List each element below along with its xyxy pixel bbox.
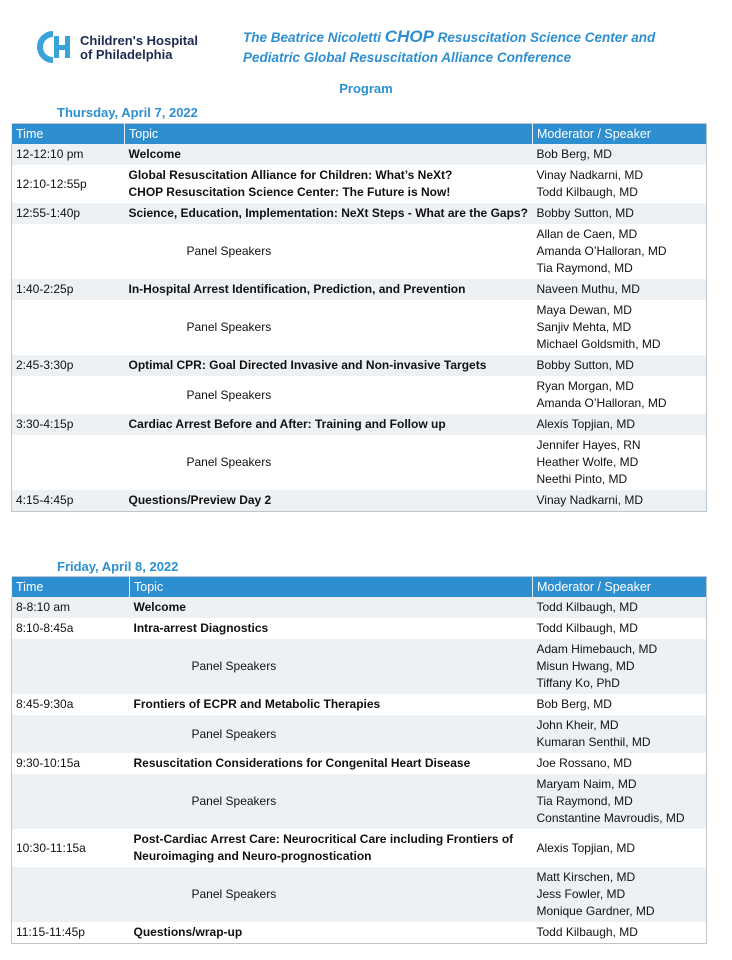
session-time bbox=[12, 435, 125, 490]
session-speakers: Adam Himebauch, MD Misun Hwang, MD Tiffany Ko, PhD bbox=[533, 639, 707, 694]
day-label: Friday, April 8, 2022 bbox=[57, 559, 179, 574]
session-topic: Welcome bbox=[125, 144, 533, 165]
session-row bbox=[12, 355, 707, 376]
panel-row bbox=[12, 376, 707, 414]
panel-label: Panel Speakers bbox=[186, 244, 272, 258]
table-header bbox=[12, 124, 707, 145]
session-time: 12:10-12:55p bbox=[16, 176, 87, 191]
session-time: 8:10-8:45a bbox=[16, 621, 74, 635]
schedule-table bbox=[11, 576, 707, 944]
panel-row bbox=[12, 639, 707, 694]
session-time bbox=[12, 867, 130, 922]
session-time: 9:30-10:15a bbox=[16, 756, 81, 770]
session-time: 4:15-4:45p bbox=[12, 490, 125, 511]
session-topic: Resuscitation Considerations for Congenital Heart Disease bbox=[133, 756, 471, 770]
session-topic: Questions/wrap-up bbox=[133, 924, 243, 939]
session-time bbox=[12, 715, 130, 753]
speaker-header: Moderator / Speaker bbox=[533, 124, 707, 145]
conference-title bbox=[243, 27, 703, 68]
session-topic: In-Hospital Arrest Identification, Prediction, and Prevention bbox=[125, 279, 533, 300]
session-topic: Frontiers of ECPR and Metabolic Therapies bbox=[133, 697, 381, 711]
session-topic: Intra-arrest Diagnostics bbox=[133, 621, 269, 635]
session-topic: Global Resuscitation Alliance for Children: What’s NeXt? CHOP Resuscitation Science Center: The Future is Now! bbox=[128, 168, 453, 199]
panel-label: Panel Speakers bbox=[130, 639, 533, 694]
panel-row bbox=[12, 224, 707, 279]
session-speakers: Joe Rossano, MD bbox=[536, 756, 632, 770]
logo-line1: Children's Hospital bbox=[80, 33, 198, 48]
session-time: 3:30-4:15p bbox=[12, 414, 125, 435]
session-row bbox=[12, 753, 707, 774]
session-speakers: Jennifer Hayes, RN Heather Wolfe, MD Neethi Pinto, MD bbox=[536, 438, 641, 486]
session-time bbox=[12, 639, 130, 694]
session-row bbox=[12, 203, 707, 224]
session-topic: Questions/Preview Day 2 bbox=[125, 490, 533, 511]
session-speakers: Todd Kilbaugh, MD bbox=[533, 597, 707, 618]
session-topic: Science, Education, Implementation: NeXt Steps - What are the Gaps? bbox=[125, 203, 533, 224]
panel-label: Panel Speakers bbox=[130, 715, 533, 753]
time-header: Time bbox=[12, 577, 130, 598]
session-topic: Post-Cardiac Arrest Care: Neurocritical Care including Frontiers of Neuroimaging and Neuro-prognostication bbox=[133, 832, 514, 863]
session-speakers: John Kheir, MD Kumaran Senthil, MD bbox=[533, 715, 707, 753]
session-speakers: Maryam Naim, MD Tia Raymond, MD Constantine Mavroudis, MD bbox=[533, 774, 707, 829]
panel-row bbox=[12, 715, 707, 753]
session-row bbox=[12, 597, 707, 618]
panel-row bbox=[12, 774, 707, 829]
session-speakers: Ryan Morgan, MD Amanda O’Halloran, MD bbox=[536, 379, 667, 410]
program-heading: Program bbox=[339, 81, 393, 96]
panel-label: Panel Speakers bbox=[186, 387, 272, 402]
session-time bbox=[12, 376, 125, 414]
session-speakers: Alexis Topjian, MD bbox=[533, 414, 707, 435]
logo-line2: of Philadelphia bbox=[80, 47, 173, 62]
session-topic: Welcome bbox=[130, 597, 533, 618]
session-row bbox=[12, 165, 707, 203]
session-row bbox=[12, 490, 707, 511]
session-topic: Cardiac Arrest Before and After: Training and Follow up bbox=[125, 414, 533, 435]
day-label: Thursday, April 7, 2022 bbox=[57, 105, 198, 120]
session-time: 8-8:10 am bbox=[12, 597, 130, 618]
session-row bbox=[12, 922, 707, 943]
session-speakers: Todd Kilbaugh, MD bbox=[536, 924, 638, 939]
conference-title-chop: CHOP bbox=[384, 27, 434, 46]
schedule-table bbox=[11, 123, 707, 512]
session-time bbox=[12, 774, 130, 829]
topic-header: Topic bbox=[125, 124, 533, 145]
session-speakers: Bobby Sutton, MD bbox=[533, 203, 707, 224]
conference-title-line2: Pediatric Global Resuscitation Alliance Conference bbox=[243, 50, 572, 65]
session-speakers: Todd Kilbaugh, MD bbox=[536, 621, 638, 635]
session-row bbox=[12, 829, 707, 867]
table-header bbox=[12, 577, 707, 598]
session-speakers: Matt Kirschen, MD Jess Fowler, MD Monique Gardner, MD bbox=[533, 867, 707, 922]
session-time: 1:40-2:25p bbox=[12, 279, 125, 300]
session-speakers: Vinay Nadkarni, MD bbox=[533, 490, 707, 511]
session-row bbox=[12, 694, 707, 715]
session-time bbox=[12, 224, 125, 279]
session-time: 10:30-11:15a bbox=[16, 840, 86, 855]
session-row bbox=[12, 144, 707, 165]
session-speakers: Bob Berg, MD bbox=[536, 697, 612, 711]
chop-logo-icon bbox=[36, 30, 72, 64]
session-speakers: Maya Dewan, MD Sanjiv Mehta, MD Michael Goldsmith, MD bbox=[536, 303, 661, 351]
session-speakers: Vinay Nadkarni, MD Todd Kilbaugh, MD bbox=[536, 168, 643, 199]
conference-title-pre: The Beatrice Nicoletti bbox=[243, 30, 385, 45]
session-time: 12-12:10 pm bbox=[12, 144, 125, 165]
session-time bbox=[12, 300, 125, 355]
session-time: 12:55-1:40p bbox=[12, 203, 125, 224]
panel-label: Panel Speakers bbox=[186, 320, 272, 334]
session-row bbox=[12, 414, 707, 435]
panel-row bbox=[12, 435, 707, 490]
session-row bbox=[12, 618, 707, 639]
session-speakers: Naveen Muthu, MD bbox=[533, 279, 707, 300]
session-time: 11:15-11:45p bbox=[16, 924, 85, 939]
logo-mark-text: CH bbox=[72, 64, 74, 65]
panel-label: Panel Speakers bbox=[130, 867, 533, 922]
session-topic: Optimal CPR: Goal Directed Invasive and Non-invasive Targets bbox=[125, 355, 533, 376]
conference-title-post: Resuscitation Science Center and bbox=[433, 30, 656, 45]
topic-header: Topic bbox=[130, 577, 533, 598]
panel-row bbox=[12, 300, 707, 355]
session-speakers: Allan de Caen, MD Amanda O’Halloran, MD Tia Raymond, MD bbox=[536, 227, 667, 275]
panel-row bbox=[12, 867, 707, 922]
panel-label: Panel Speakers bbox=[186, 455, 272, 469]
logo-wordmark bbox=[80, 34, 198, 62]
chop-logo bbox=[36, 30, 206, 66]
time-header: Time bbox=[12, 124, 125, 145]
session-time: 8:45-9:30a bbox=[16, 697, 74, 711]
speaker-header: Moderator / Speaker bbox=[533, 577, 707, 598]
session-speakers: Bobby Sutton, MD bbox=[533, 355, 707, 376]
session-speakers: Alexis Topjian, MD bbox=[536, 840, 635, 855]
panel-label: Panel Speakers bbox=[130, 774, 533, 829]
session-speakers: Bob Berg, MD bbox=[533, 144, 707, 165]
session-row bbox=[12, 279, 707, 300]
session-time: 2:45-3:30p bbox=[12, 355, 125, 376]
